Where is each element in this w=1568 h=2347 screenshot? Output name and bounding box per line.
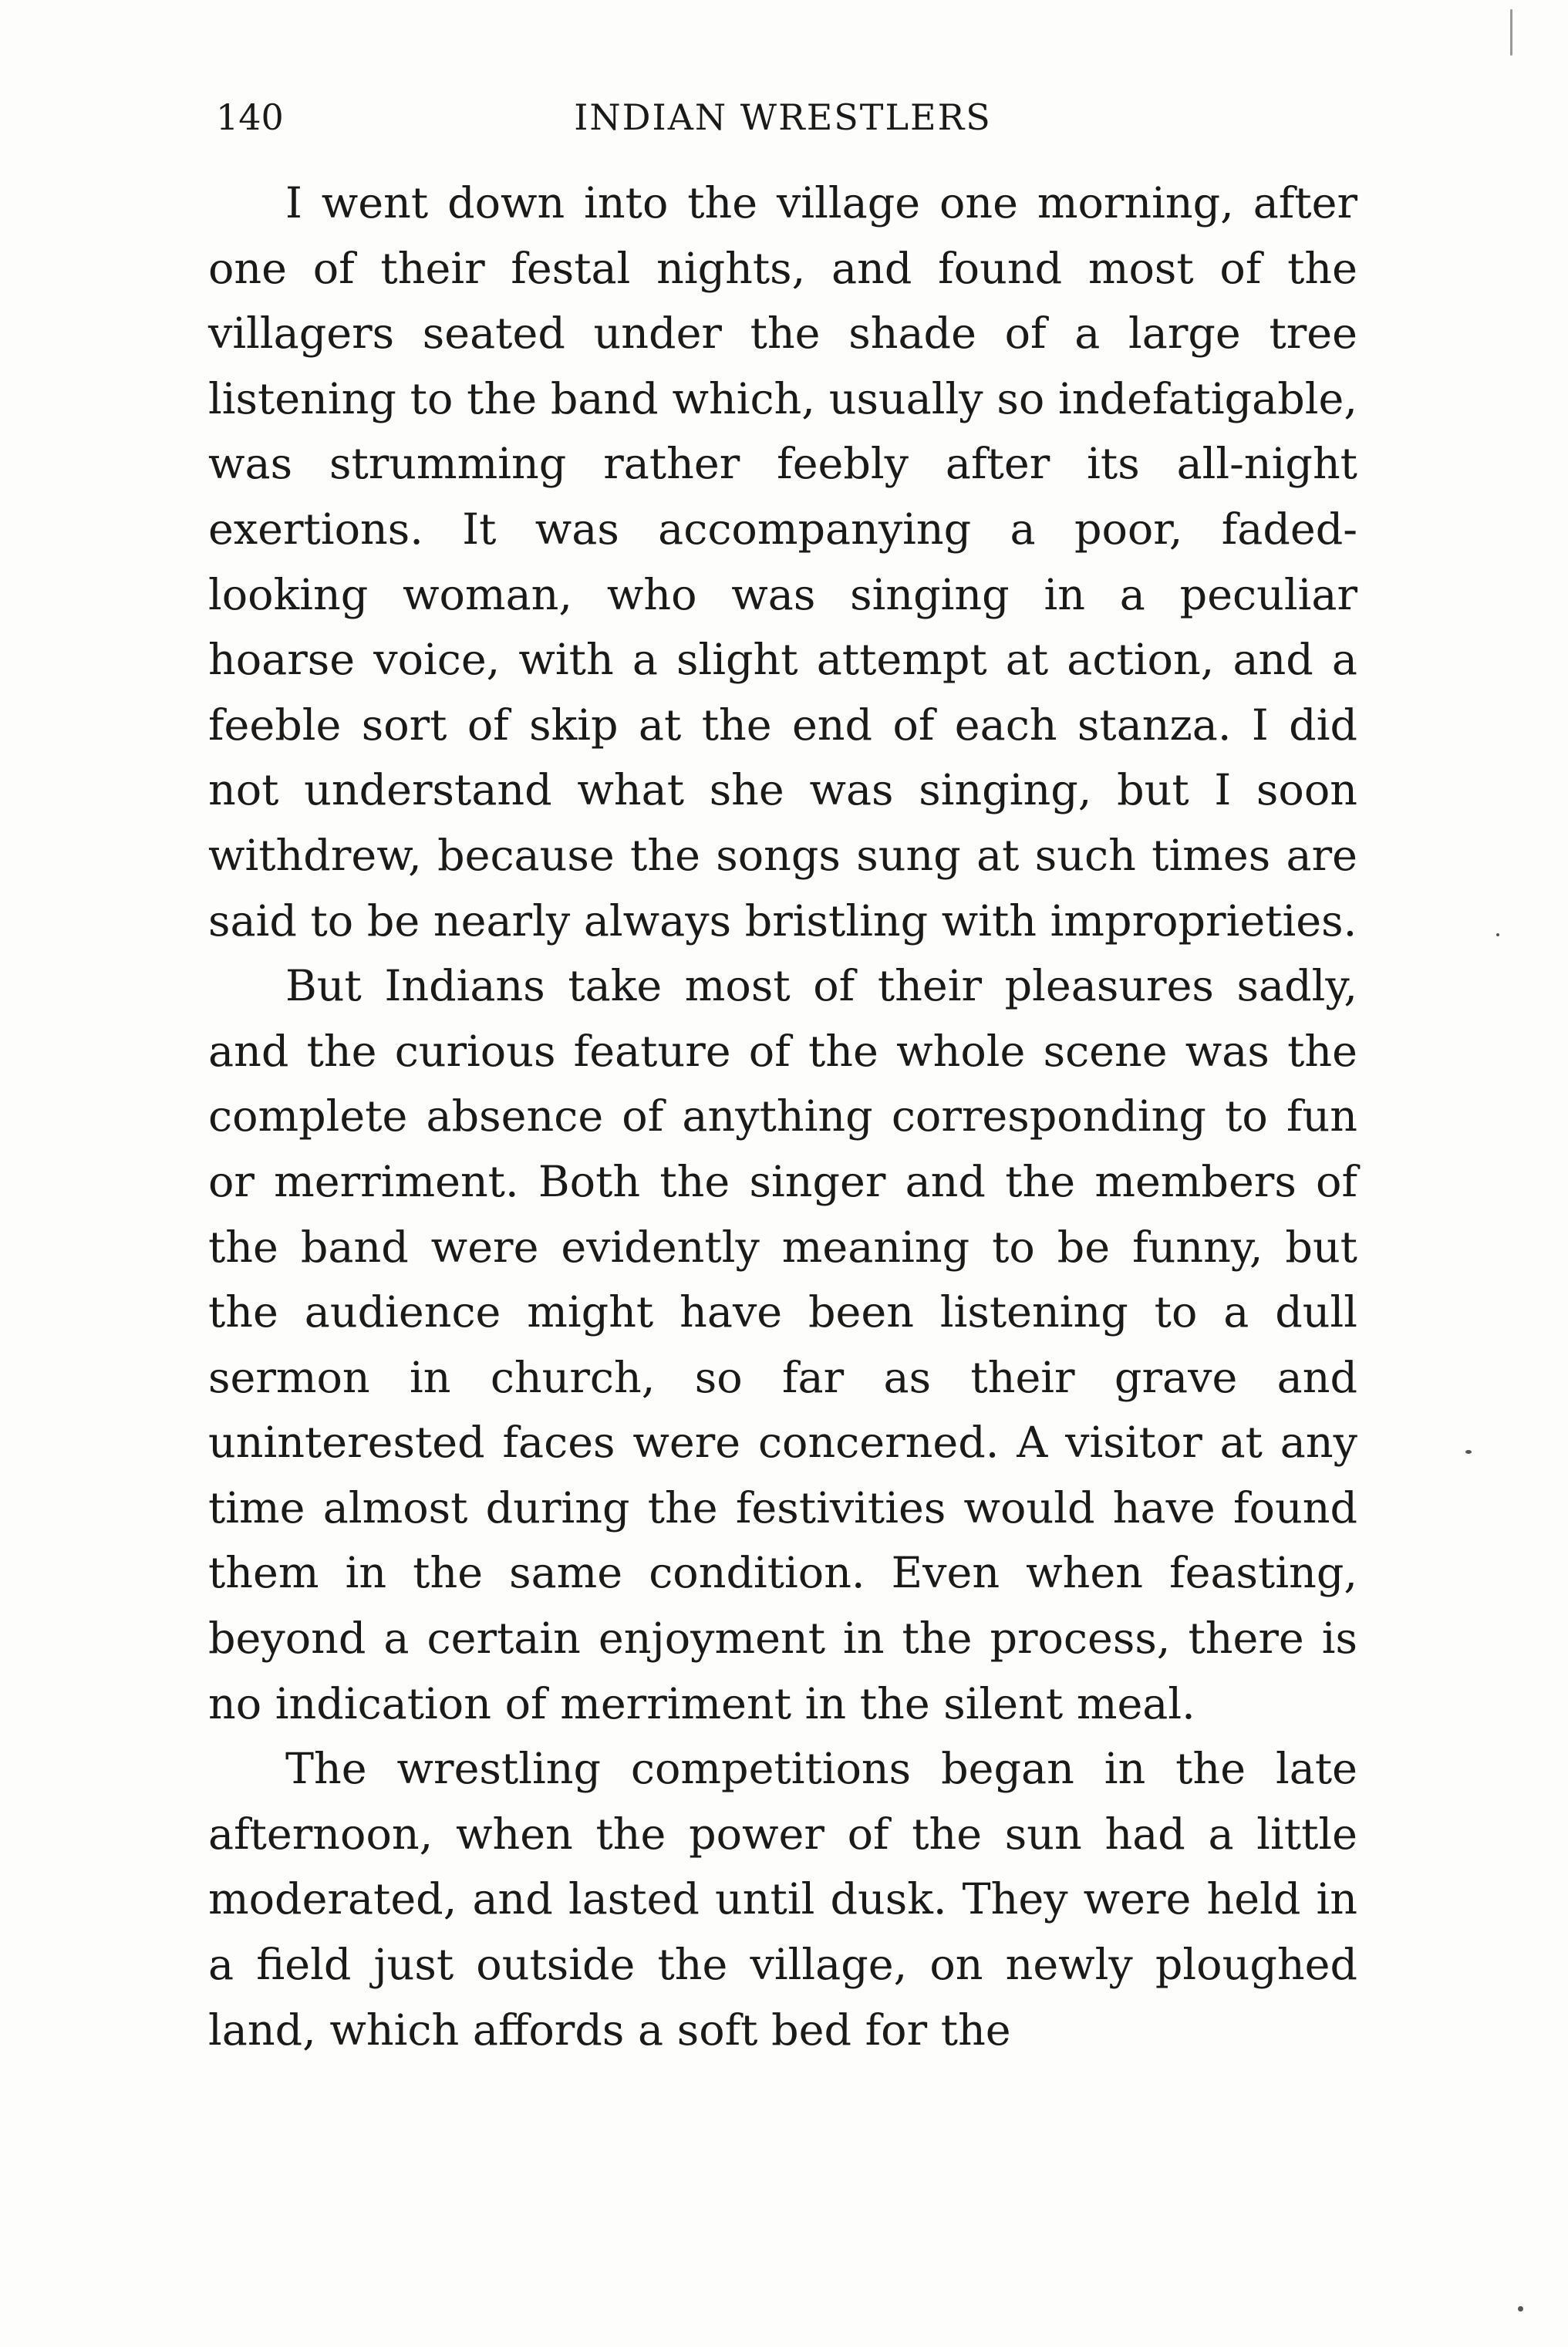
paragraph-pleasures-sadly: But Indians take most of their pleasures sadly, and the curious feature of the whole scene was the complete absence of anything corresponding to fun or merriment. Both the singer and the members of the band were evidently meaning to be funny, but the audience might have been listening to a dull sermon in church, so far as their grave and uninterested faces were concerned. A visitor at any time almost during the festivities would have found them in the same condition. Even when feasting, beyond a certain enjoyment in the process, there is no indication of merriment in the silent meal.: [208, 961, 1357, 1729]
running-title: INDIAN WRESTLERS: [574, 96, 992, 138]
body-text: [208, 171, 1357, 2063]
margin-speck: [1518, 2306, 1523, 2312]
page-number: 140: [216, 96, 284, 138]
paragraph-wrestling-competitions: The wrestling competitions began in the late afternoon, when the power of the sun had a little moderated, and lasted until dusk. They were held in a field just outside the village, on newly ploughed land, which affords a soft bed for the: [208, 1744, 1357, 2055]
margin-speck: [1510, 9, 1512, 56]
margin-speck: [1465, 1450, 1472, 1454]
book-page: [208, 0, 1357, 2347]
running-head: [208, 86, 1357, 148]
paragraph-village-morning: I went down into the village one morning, after one of their festal nights, and found most of the villagers seated under the shade of a large tree listening to the band which, usually so indefatigable, was strumming rather feebly after its all-night exertions. It was accompanying a poor, faded-looking woman, who was singing in a peculiar hoarse voice, with a slight attempt at action, and a feeble sort of skip at the end of each stanza. I did not understand what she was singing, but I soon withdrew, because the songs sung at such times are said to be nearly always bristling with improprieties.: [208, 178, 1357, 946]
margin-speck: [1496, 933, 1499, 936]
